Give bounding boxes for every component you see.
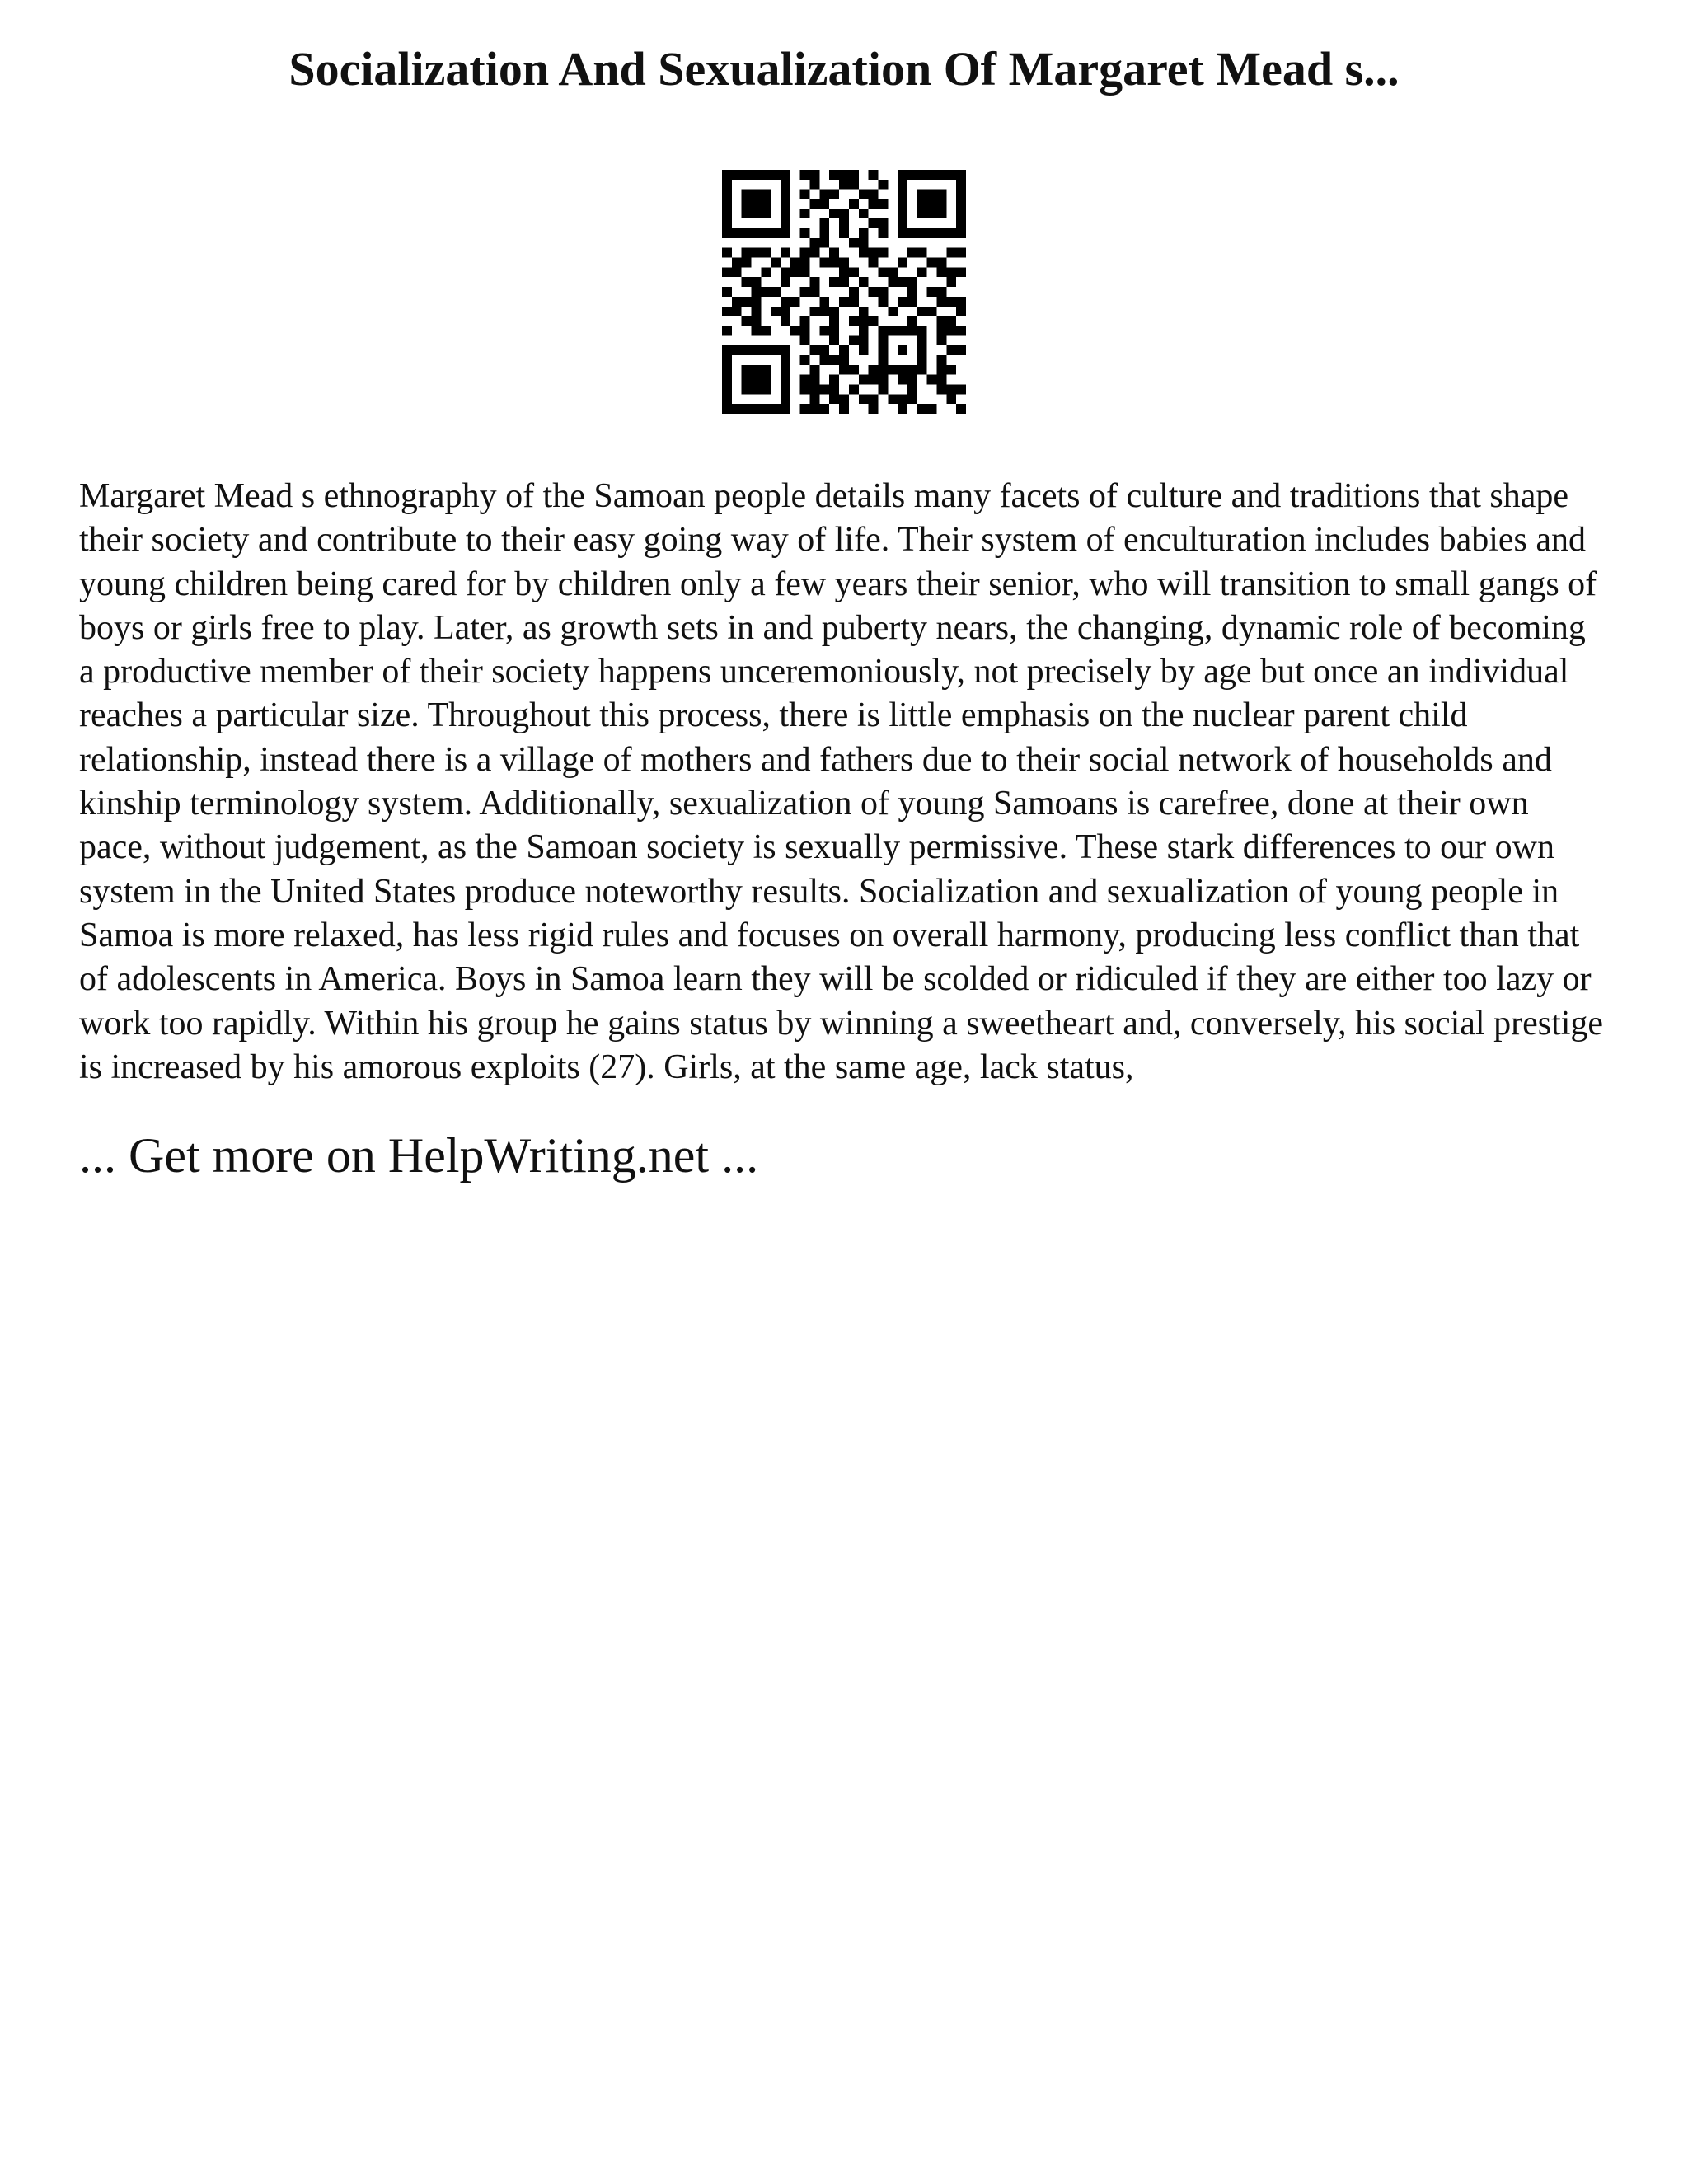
qr-code-icon[interactable] bbox=[722, 170, 966, 414]
get-more-link[interactable]: ... Get more on HelpWriting.net ... bbox=[79, 1128, 759, 1183]
page-title: Socialization And Sexualization Of Margaret Mead s... bbox=[288, 42, 1400, 96]
body-paragraph: Margaret Mead s ethnography of the Samoan people details many facets of culture and traditions that shape their society and contribute to their easy going way of life. Their system of enculturation includes babies and young children being cared for by children only a few years their senior, who will transition to small gangs of boys or girls free to play. Later, as growth sets in and puberty nears, the changing, dynamic role of becoming a productive member of their society happens unceremoniously, not precisely by age but once an individual reaches a particular size. Throughout this process, there is little emphasis on the nuclear parent child relationship, instead there is a village of mothers and fathers due to their social network of households and kinship terminology system. Additionally, sexualization of young Samoans is carefree, done at their own pace, without judgement, as the Samoan society is sexually permissive. These stark differences to our own system in the United States produce noteworthy results. Socialization and sexualization of young people in Samoa is more relaxed, has less rigid rules and focuses on overall harmony, producing less conflict than that of adolescents in America. Boys in Samoa learn they will be scolded or ridiculed if they are either too lazy or work too rapidly. Within his group he gains status by winning a sweetheart and, conversely, his social prestige is increased by his amorous exploits (27). Girls, at the same age, lack status, bbox=[79, 477, 1604, 1086]
qr-code-container bbox=[79, 170, 1609, 414]
